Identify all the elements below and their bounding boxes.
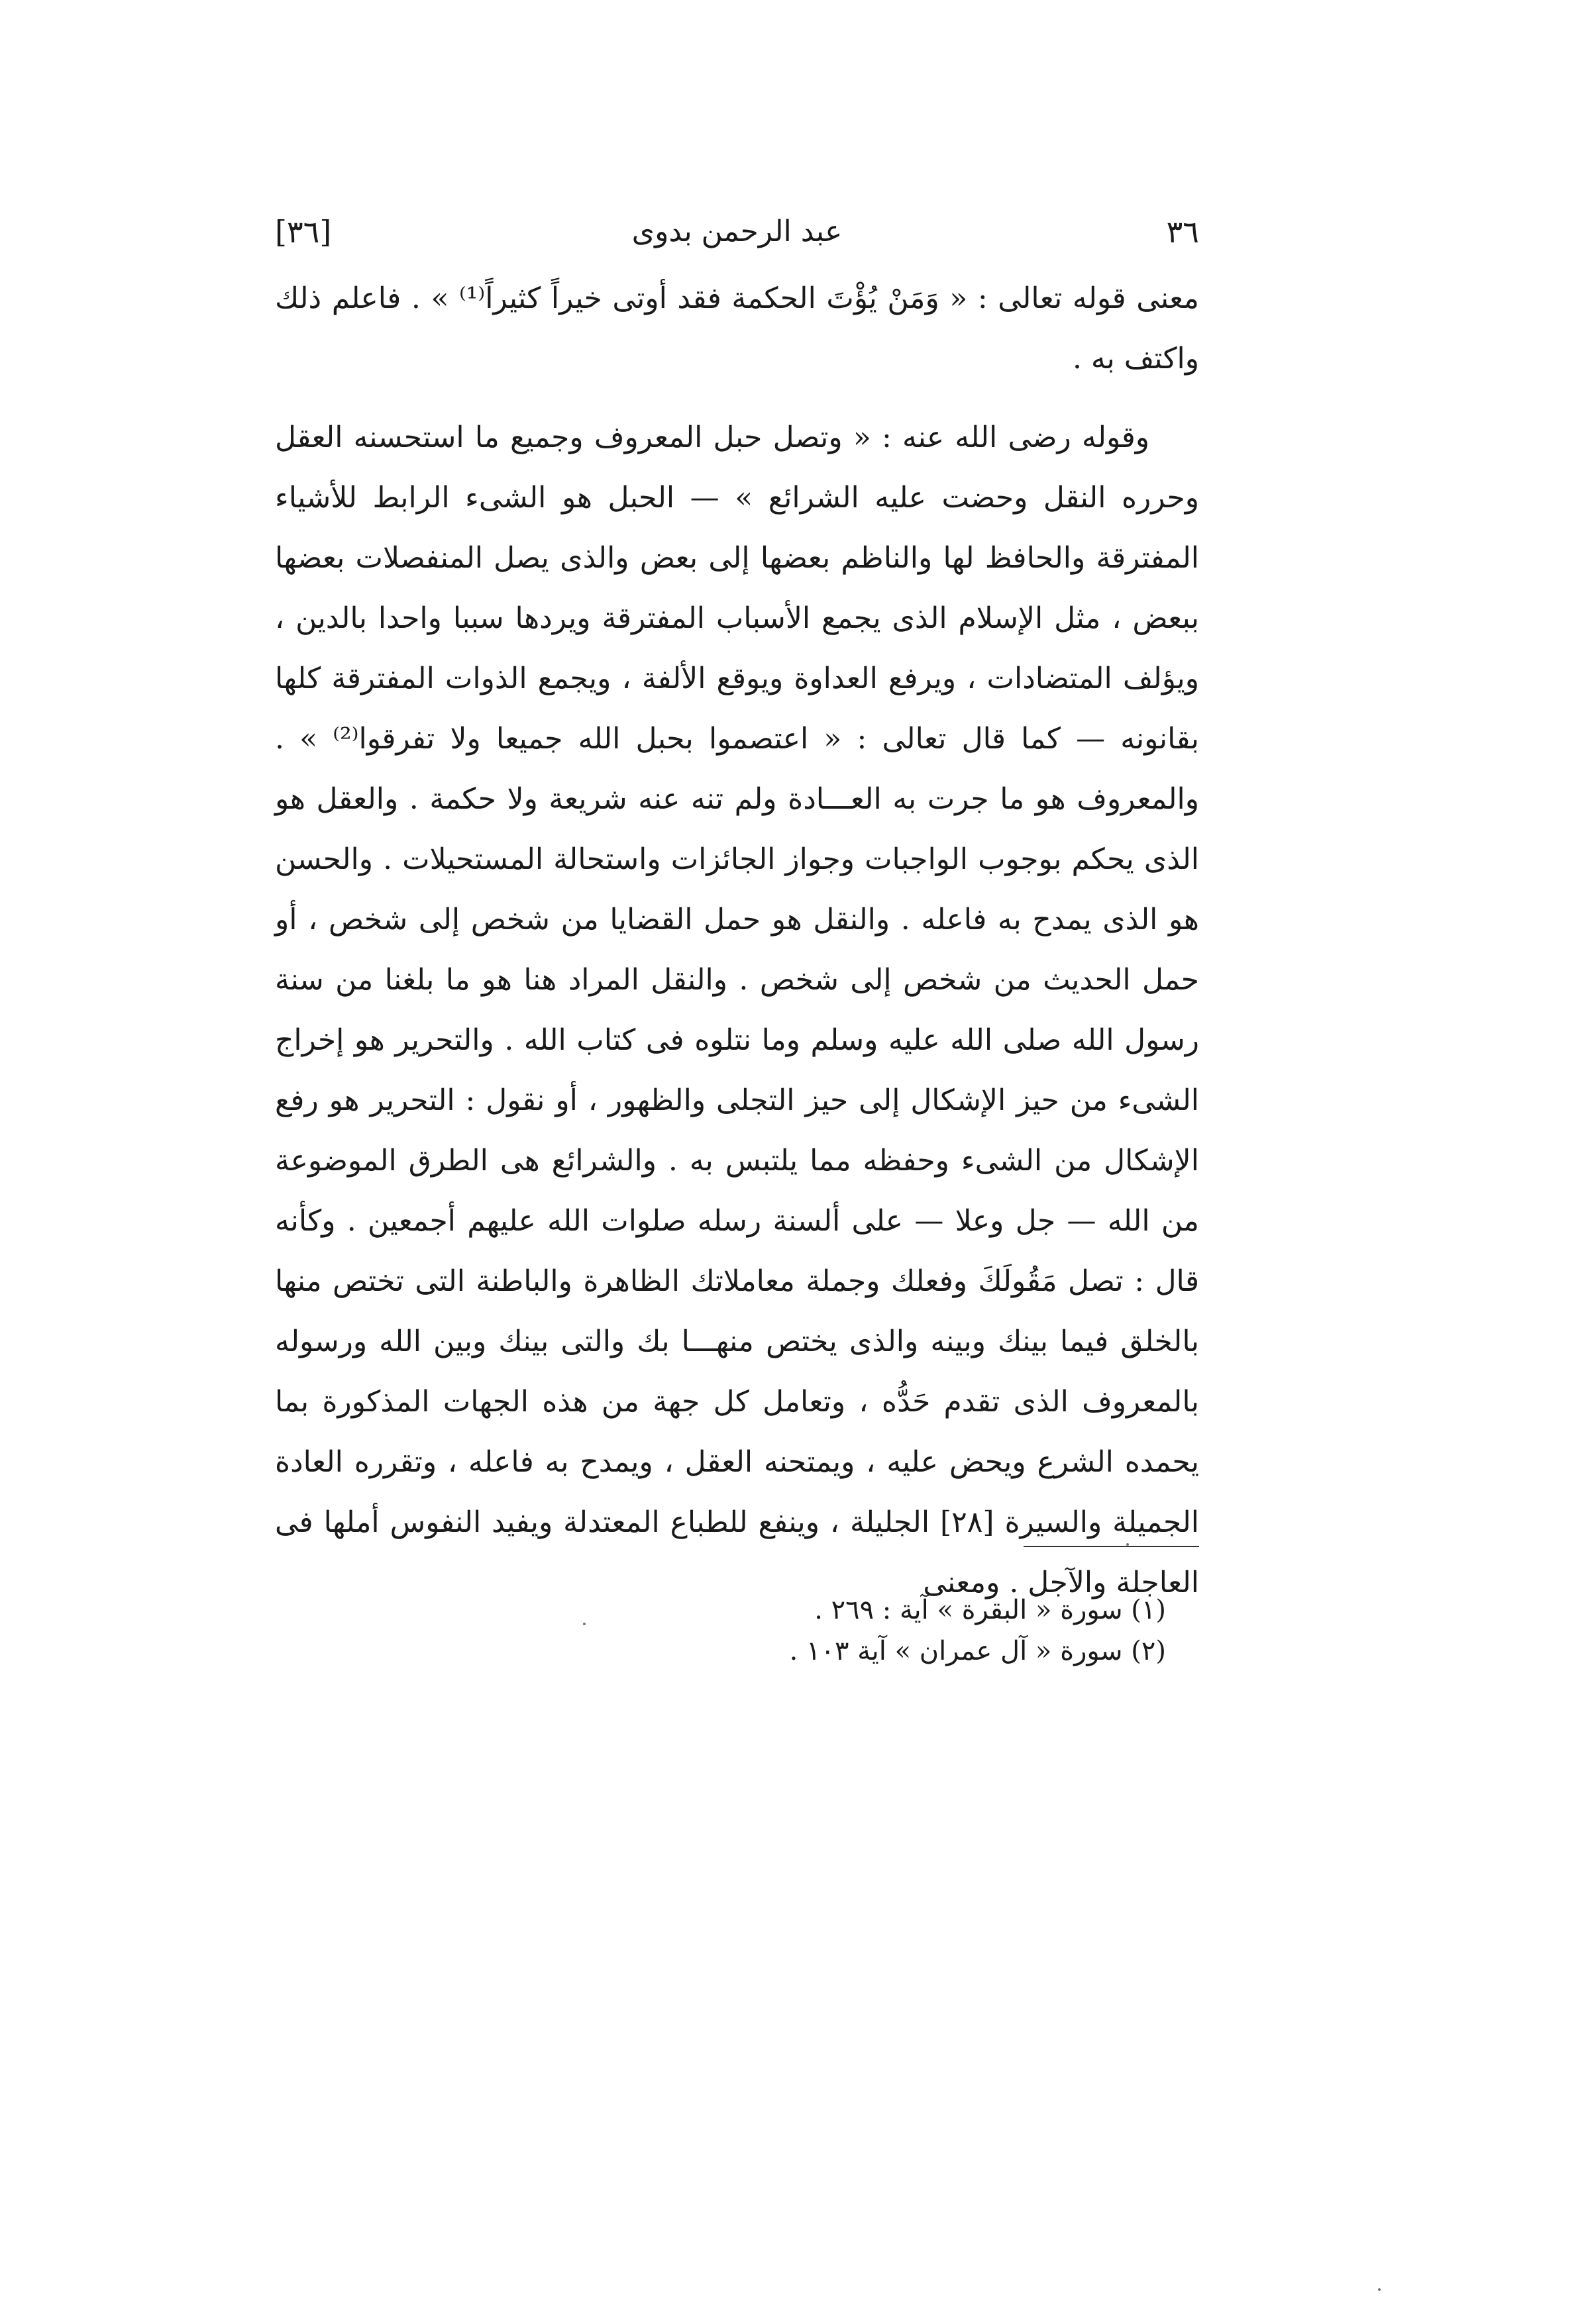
page-header — [275, 209, 1199, 255]
paragraph: وقوله رضى الله عنه : « وتصل حبل المعروف وجميع ما استحسنه العقل وحرره النقل وحضت عليه الشرائع » — الحبل هو الشىء الرابط للأشياء المفترقة والحافظ لها والناظم بعضها إلى بعض والذى يصل المنفصلات بعضها ببعض ، مثل الإسلام الذى يجمع الأسباب المفترقة ويردها سببا واحدا بالدين ، ويؤلف المتضادات ، ويرفع العداوة ويوقع الألفة ، ويجمع الذوات المفترقة كلها بقانونه — كما قال تعالى : « اعتصموا بحبل الله جميعا ولا تفرقوا⁽²⁾ » . والمعروف هو ما جرت به العـــادة ولم تنه عنه شريعة ولا حكمة . والعقل هو الذى يحكم بوجوب الواجبات وجواز الجائزات واستحالة المستحيلات . والحسن هو الذى يمدح به فاعله . والنقل هو حمل القضايا من شخص إلى شخص ، أو حمل الحديث من شخص إلى شخص . والنقل المراد هنا هو ما بلغنا من سنة رسول الله صلى الله عليه وسلم وما نتلوه فى كتاب الله . والتحرير هو إخراج الشىء من حيز الإشكال إلى حيز التجلى والظهور ، أو نقول : التحرير هو رفع الإشكال من الشىء وحفظه مما يلتبس به . والشرائع هى الطرق الموضوعة من الله — جل وعلا — على ألسنة رسله صلوات الله عليهم أجمعين . وكأنه قال : تصل مَقُولَكَ وفعلك وجملة معاملاتك الظاهرة والباطنة التى تختص منها بالخلق فيما بينك وبينه والذى يختص منهـــا بك والتى بينك وبين الله ورسوله بالمعروف الذى تقدم حَدُّه ، وتعامل كل جهة من هذه الجهات المذكورة بما يحمده الشرع ويحض عليه ، ويمتحنه العقل ، ويمدح به فاعله ، وتقرره العادة الجميلة والسيرة [٢٨] الجليلة ، وينفع للطباع المعتدلة ويفيد النفوس أملها فى العاجلة والآجل . ومعنى — [275, 421, 1200, 1599]
main-text — [275, 268, 1199, 1613]
original-page-marker: [٣٦] — [275, 214, 332, 250]
footnote: (٢) سورة « آل عمران » آية ١٠٣ . — [789, 1636, 1166, 1666]
footnote-separator — [1024, 1546, 1199, 1547]
running-title: عبد الرحمن بدوى — [631, 215, 843, 248]
scan-speck — [583, 1623, 586, 1625]
page-number: ٣٦ — [1166, 214, 1199, 250]
footnote: (١) سورة « البقرة » آية : ٢٦٩ . — [814, 1595, 1166, 1625]
scan-speck — [1126, 1543, 1129, 1546]
scan-speck — [1378, 2288, 1381, 2291]
footnotes — [596, 1590, 1199, 1672]
paragraph: معنى قوله تعالى : « وَمَنْ يُؤْتَ الحكمة فقد أوتى خيراً كثيراً⁽¹⁾ » . فاعلم ذلك واكتف به . — [275, 281, 1199, 376]
